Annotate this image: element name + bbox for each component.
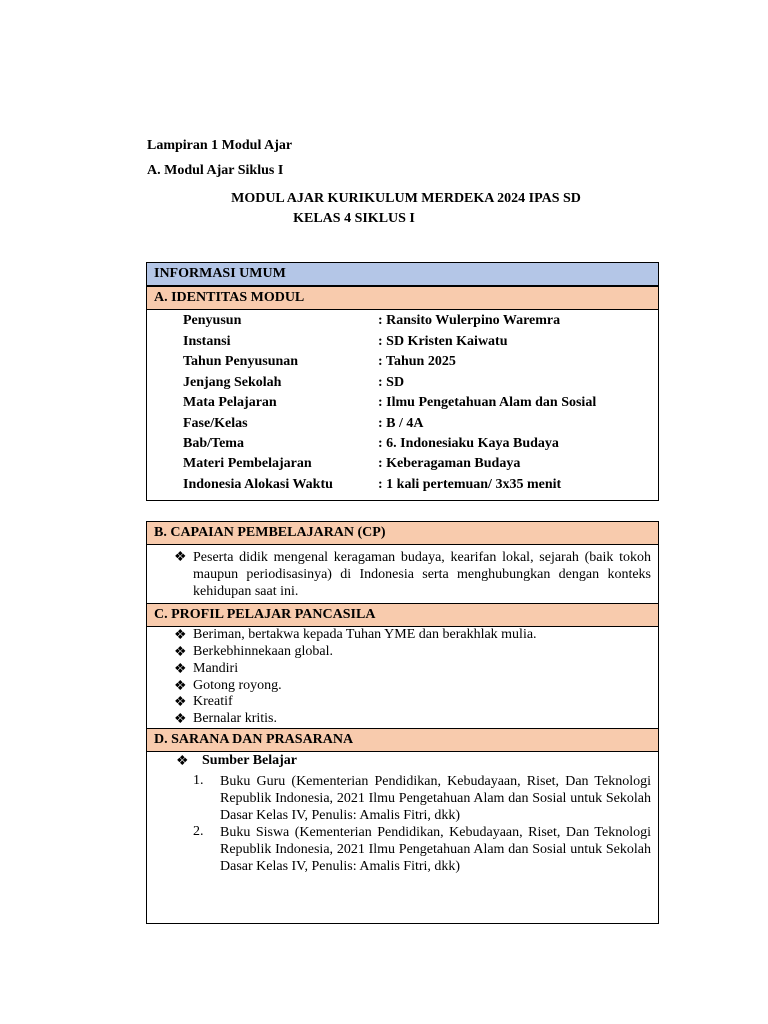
modul-siklus-heading: A. Modul Ajar Siklus I bbox=[147, 163, 284, 178]
diamond-bullet-icon: ❖ bbox=[174, 550, 187, 565]
identitas-value: : SD Kristen Kaiwatu bbox=[378, 334, 508, 349]
sumber-item-text: Buku Guru (Kementerian Pendidikan, Kebudayaan, Riset, Dan Teknologi Republik Indonesia, 2021 Ilmu Pengetahuan Alam dan Sosial untuk Sekolah Dasar Kelas IV, Penulis: Amalis Fitri, dkk) bbox=[220, 774, 651, 823]
identitas-key: Jenjang Sekolah bbox=[183, 375, 282, 390]
identitas-modul-header: A. IDENTITAS MODUL bbox=[146, 286, 659, 310]
identitas-value: : 1 kali pertemuan/ 3x35 menit bbox=[378, 477, 562, 492]
capaian-text: Peserta didik mengenal keragaman budaya, kearifan lokal, sejarah (baik tokoh maupun periodisasinya) di Indonesia serta menghubungkan dengan konteks kehidupan saat ini. bbox=[193, 550, 651, 599]
profil-item: Gotong royong. bbox=[193, 678, 282, 693]
sumber-item-text: Buku Siswa (Kementerian Pendidikan, Kebudayaan, Riset, Dan Teknologi Republik Indonesia, 2021 Ilmu Pengetahuan Alam dan Sosial untuk Sekolah Dasar Kelas IV, Penulis: Amalis Fitri, dkk) bbox=[220, 825, 651, 874]
profil-item: Mandiri bbox=[193, 661, 239, 676]
diamond-bullet-icon: ❖ bbox=[174, 662, 187, 677]
identitas-key: Mata Pelajaran bbox=[183, 395, 277, 410]
identitas-value: : Ransito Wulerpino Waremra bbox=[378, 313, 561, 328]
identitas-key: Tahun Penyusunan bbox=[183, 354, 299, 369]
document-title-line1: MODUL AJAR KURIKULUM MERDEKA 2024 IPAS SD bbox=[231, 191, 581, 206]
profil-header: C. PROFIL PELAJAR PANCASILA bbox=[146, 603, 659, 627]
capaian-header: B. CAPAIAN PEMBELAJARAN (CP) bbox=[146, 521, 659, 545]
lampiran-heading: Lampiran 1 Modul Ajar bbox=[147, 138, 293, 153]
profil-item: Bernalar kritis. bbox=[193, 711, 277, 726]
identitas-value: : Tahun 2025 bbox=[378, 354, 456, 369]
identitas-key: Instansi bbox=[183, 334, 231, 349]
identitas-key: Indonesia Alokasi Waktu bbox=[183, 477, 333, 492]
profil-item: Beriman, bertakwa kepada Tuhan YME dan berakhlak mulia. bbox=[193, 627, 537, 642]
identitas-value: : B / 4A bbox=[378, 416, 424, 431]
profil-item: Kreatif bbox=[193, 694, 233, 709]
identitas-key: Materi Pembelajaran bbox=[183, 456, 312, 471]
identitas-value: : 6. Indonesiaku Kaya Budaya bbox=[378, 436, 559, 451]
identitas-key: Fase/Kelas bbox=[183, 416, 248, 431]
diamond-bullet-icon: ❖ bbox=[174, 628, 187, 643]
profil-item: Berkebhinnekaan global. bbox=[193, 644, 333, 659]
list-number: 1. bbox=[193, 773, 204, 788]
diamond-bullet-icon: ❖ bbox=[174, 645, 187, 660]
identitas-value: : SD bbox=[378, 375, 405, 390]
identitas-value: : Keberagaman Budaya bbox=[378, 456, 521, 471]
sarana-header: D. SARANA DAN PRASARANA bbox=[146, 728, 659, 752]
diamond-bullet-icon: ❖ bbox=[174, 695, 187, 710]
identitas-value: : Ilmu Pengetahuan Alam dan Sosial bbox=[378, 395, 597, 410]
identitas-key: Penyusun bbox=[183, 313, 242, 328]
sumber-belajar-label: Sumber Belajar bbox=[202, 753, 298, 768]
identitas-key: Bab/Tema bbox=[183, 436, 244, 451]
list-number: 2. bbox=[193, 824, 204, 839]
diamond-bullet-icon: ❖ bbox=[174, 679, 187, 694]
diamond-bullet-icon: ❖ bbox=[174, 712, 187, 727]
document-title-line2: KELAS 4 SIKLUS I bbox=[293, 211, 415, 226]
informasi-umum-header: INFORMASI UMUM bbox=[146, 262, 659, 286]
diamond-bullet-icon: ❖ bbox=[176, 754, 189, 769]
